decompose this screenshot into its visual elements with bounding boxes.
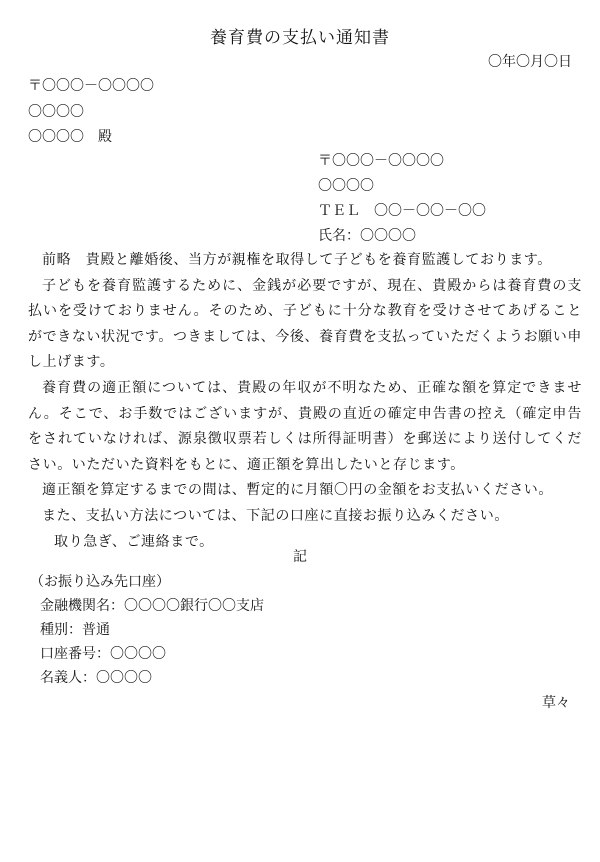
paragraph-amount: 養育費の適正額については、貴殿の年収が不明なため、正確な額を算定できません。そこで、お手数ではございますが、貴殿の直近の確定申告書の控え（確定申告をされていなければ、源泉徴収票若しくは所得証明書）を郵送により送付してください。いただいた資料をもとに、適正額を算出したいと存じます。 xyxy=(28,379,582,473)
sender-postal-code: 〒〇〇〇－〇〇〇〇 xyxy=(318,153,444,169)
account-holder: 名義人：〇〇〇〇 xyxy=(40,670,152,686)
sender-name: 氏名：〇〇〇〇 xyxy=(318,228,416,244)
letter-body xyxy=(28,248,582,555)
sender-address: 〇〇〇〇 xyxy=(318,178,374,194)
ki-heading: 記 xyxy=(293,549,307,565)
account-type: 種別：普通 xyxy=(40,622,110,638)
document-date: 〇年〇月〇日 xyxy=(488,54,572,70)
document-title: 養育費の支払い通知書 xyxy=(210,28,390,48)
paragraph-greeting: 前略 貴殿と離婚後、当方が親権を取得して子どもを養育監護しております。 xyxy=(42,252,552,268)
account-bank: 金融機関名：〇〇〇〇銀行〇〇支店 xyxy=(40,598,264,614)
paragraph-request: 子どもを養育監護するために、金銭が必要ですが、現在、貴殿からは養育費の支払いを受けておりません。そのため、子どもに十分な教育を受けさせてあげることができない状況です。つきましては、今後、養育費を支払っていただくようお願い申し上げます。 xyxy=(28,277,582,371)
recipient-postal-code: 〒〇〇〇－〇〇〇〇 xyxy=(28,78,154,94)
sign-off: 草々 xyxy=(542,695,570,711)
account-number: 口座番号：〇〇〇〇 xyxy=(40,646,166,662)
recipient-address: 〇〇〇〇 xyxy=(28,104,84,120)
sender-phone: ＴＥＬ 〇〇－〇〇－〇〇 xyxy=(318,203,486,219)
paragraph-payment-method: また、支払い方法については、下記の口座に直接お振り込みください。 xyxy=(42,507,509,524)
account-heading: （お振り込み先口座） xyxy=(30,574,170,590)
recipient-name: 〇〇〇〇 殿 xyxy=(28,129,112,145)
paragraph-provisional: 適正額を算定するまでの間は、暫定的に月額〇円の金額をお支払いください。 xyxy=(42,482,553,499)
closing-line: 取り急ぎ、ご連絡まで。 xyxy=(54,533,214,550)
